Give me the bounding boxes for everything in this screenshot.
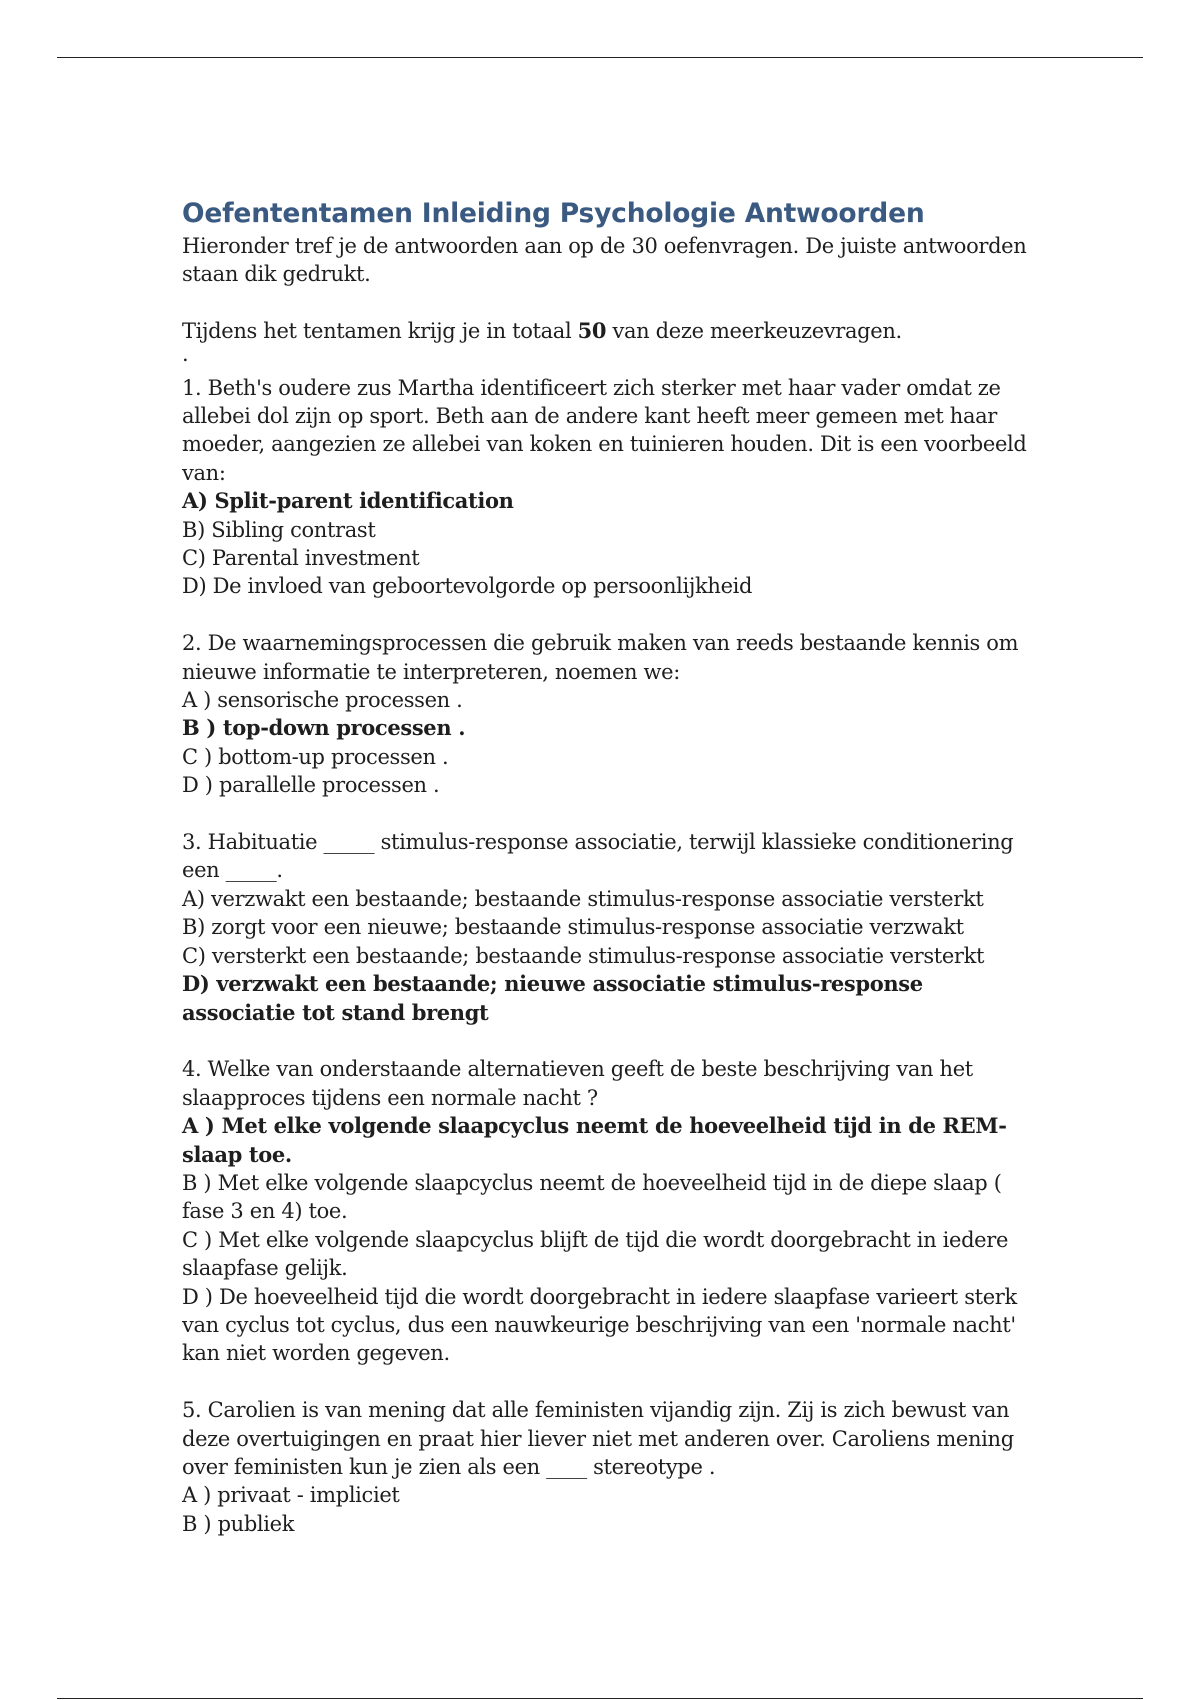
spacer <box>182 800 1042 828</box>
question-block-4 <box>182 1055 1042 1367</box>
answer-option: C ) Met elke volgende slaapcyclus blijft de tijd die wordt doorgebracht in iedere slaapfase gelijk. <box>182 1227 1009 1281</box>
question-text: 2. De waarnemingsprocessen die gebruik maken van reeds bestaande kennis om nieuwe informatie te interpreteren, noemen we: <box>182 631 1019 684</box>
answer-option: C) versterkt een bestaande; bestaande stimulus-response associatie versterkt <box>182 943 985 968</box>
intro-paragraph: Hieronder tref je de antwoorden aan op de 30 oefenvragen. De juiste antwoorden staan dik gedrukt. <box>182 234 1027 287</box>
spacer <box>182 601 1042 629</box>
answer-option: A ) sensorische processen . <box>182 688 463 713</box>
question-text: 5. Carolien is van mening dat alle feministen vijandig zijn. Zij is zich bewust van deze overtuigingen en praat hier liever niet met anderen over. Caroliens mening over feministen kun je zien als een ____ stereotype . <box>182 1398 1014 1479</box>
question-count: 50 <box>577 318 607 344</box>
answer-option: C) Parental investment <box>182 546 420 571</box>
question-text: 3. Habituatie _____ stimulus-response associatie, terwijl klassieke conditionering een _____. <box>182 830 1014 883</box>
answer-option: B) Sibling contrast <box>182 517 376 542</box>
answer-option: A) verzwakt een bestaande; bestaande stimulus-response associatie versterkt <box>182 886 984 911</box>
spacer <box>182 1368 1042 1396</box>
exam-info <box>182 317 1042 345</box>
question-block-3 <box>182 828 1042 1027</box>
document-title: Oefententamen Inleiding Psychologie Antwoorden <box>182 198 925 229</box>
exam-info-text-before: Tijdens het tentamen krijg je in totaal <box>182 319 578 344</box>
spacer <box>182 1027 1042 1055</box>
top-rule <box>57 57 1143 58</box>
answer-option: D ) De hoeveelheid tijd die wordt doorgebracht in iedere slaapfase varieert sterk van cyclus tot cyclus, dus een nauwkeurige beschrijving van een 'normale nacht' kan niet worden gegeven. <box>182 1284 1017 1366</box>
answer-option-correct: D) verzwakt een bestaande; nieuwe associatie stimulus-response associatie tot stand brengt <box>182 971 923 1025</box>
spacer <box>182 289 1042 317</box>
exam-info-text-after: van deze meerkeuzevragen. <box>606 319 902 344</box>
answer-option: D) De invloed van geboortevolgorde op persoonlijkheid <box>182 574 753 599</box>
stray-dot: . <box>182 341 189 366</box>
answer-option: A ) privaat - impliciet <box>182 1483 400 1508</box>
question-block-2 <box>182 629 1042 799</box>
question-block-1 <box>182 374 1042 601</box>
answer-option: D ) parallelle processen . <box>182 773 440 798</box>
answer-option-correct: A ) Met elke volgende slaapcyclus neemt de hoeveelheid tijd in de REM-slaap toe. <box>182 1113 1007 1167</box>
answer-option-correct: B ) top-down processen . <box>182 715 466 741</box>
question-block-5 <box>182 1396 1042 1538</box>
answer-option: B) zorgt voor een nieuwe; bestaande stimulus-response associatie verzwakt <box>182 915 964 940</box>
question-text: 1. Beth's oudere zus Martha identificeert zich sterker met haar vader omdat ze allebei dol zijn op sport. Beth aan de andere kant heeft meer gemeen met haar moeder, aangezien ze allebei van koken en tuinieren houden. Dit is een voorbeeld van: <box>182 375 1027 485</box>
answer-option: B ) Met elke volgende slaapcyclus neemt de hoeveelheid tijd in de diepe slaap ( fase 3 en 4) toe. <box>182 1170 1002 1224</box>
answer-option: C ) bottom-up processen . <box>182 744 449 769</box>
document-body <box>182 196 1042 1538</box>
bottom-rule <box>57 1698 1143 1699</box>
question-text: 4. Welke van onderstaande alternatieven geeft de beste beschrijving van het slaapproces tijdens een normale nacht ? <box>182 1057 973 1110</box>
answer-option: B ) publiek <box>182 1511 295 1536</box>
answer-option-correct: A) Split-parent identification <box>182 488 514 514</box>
